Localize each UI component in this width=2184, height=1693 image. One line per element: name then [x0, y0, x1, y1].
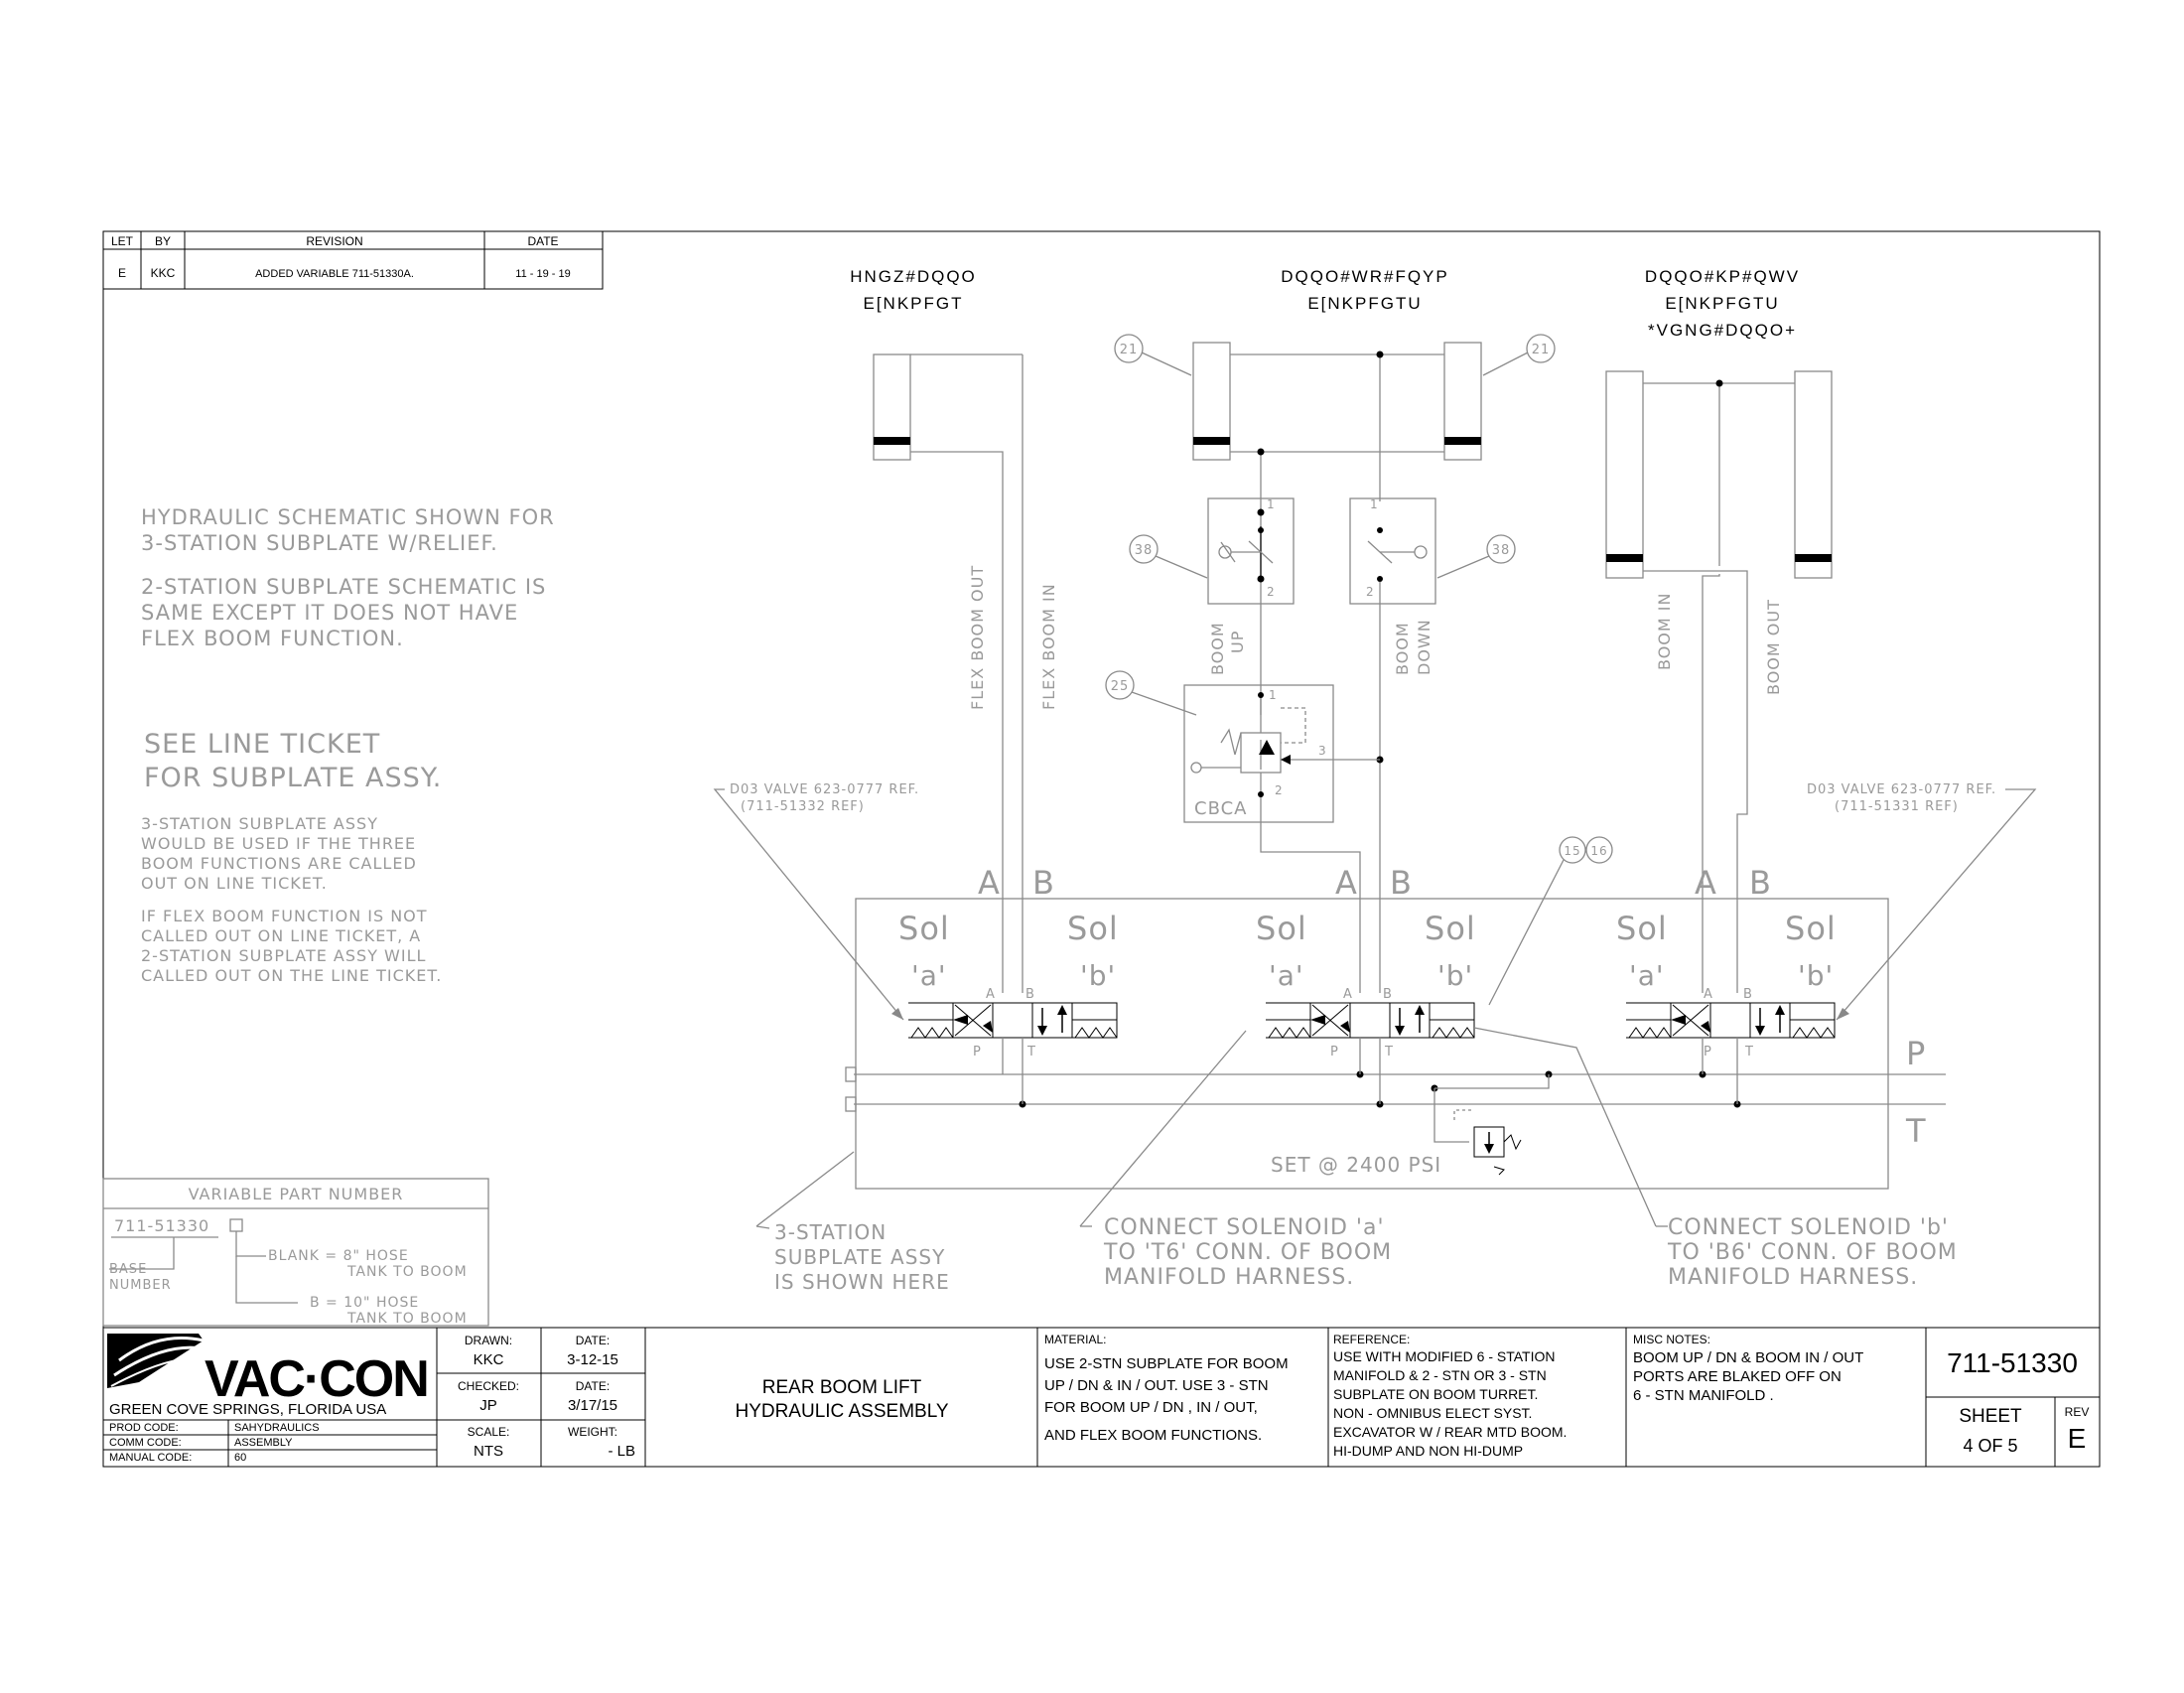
note-line-ticket-2: FOR SUBPLATE ASSY. [144, 763, 443, 793]
checked-value: JP [479, 1397, 497, 1414]
station3-sol-a-letter: 'a' [1629, 959, 1665, 992]
station1-sol-b-letter: 'b' [1080, 959, 1117, 992]
station1-small-a: A [986, 987, 996, 1002]
label-flex-boom-out: FLEX BOOM OUT [968, 564, 987, 710]
inout-header-line-3: *VGNG#DQQO+ [1647, 321, 1798, 340]
drawing-title-1: REAR BOOM LIFT [761, 1377, 922, 1398]
revision-table [103, 231, 603, 289]
rev-header-revision: REVISION [306, 234, 363, 248]
station2-sol-a-letter: 'a' [1269, 959, 1304, 992]
station2-small-b: B [1383, 987, 1393, 1002]
relief-valve [1271, 1074, 1549, 1177]
station1-sol-a: Sol [898, 910, 950, 947]
vpn-blank-1: BLANK = 8" HOSE [268, 1248, 409, 1264]
valve-ref-right-2: (711-51331 REF) [1835, 799, 1959, 814]
callout-three-station-1: 3-STATION [774, 1220, 887, 1244]
line-labels [968, 565, 1783, 710]
note-schematic-2: 3-STATION SUBPLATE W/RELIEF. [141, 531, 498, 555]
station3-small-b: B [1743, 987, 1753, 1002]
flow-left-port-1: 1 [1267, 497, 1276, 511]
misc-line-2: PORTS ARE BLAKED OFF ON [1633, 1368, 1842, 1385]
note-two-station-1: 2-STATION SUBPLATE SCHEMATIC IS [141, 575, 547, 599]
label-boom-up-1: BOOM [1208, 622, 1227, 675]
rev-value: E [2067, 1423, 2087, 1454]
title-block [103, 1328, 2100, 1467]
station1-small-p: P [973, 1045, 982, 1059]
flow-left-port-2: 2 [1267, 585, 1276, 599]
reference-line-5: EXCAVATOR W / REAR MTD BOOM. [1333, 1424, 1568, 1440]
flow-control-left [1208, 497, 1294, 604]
scale-value: NTS [474, 1443, 503, 1460]
flex-header-line-2: E[NKPFGT [863, 294, 964, 313]
drawn-date-value: 3-12-15 [567, 1351, 618, 1368]
company-name: VAC·CON [205, 1350, 428, 1408]
callout-sol-b-1: CONNECT SOLENOID 'b' [1668, 1215, 1949, 1240]
label-boom-out: BOOM OUT [1764, 599, 1783, 695]
vpn-base-1: BASE [109, 1262, 148, 1277]
part-number: 711-51330 [1947, 1347, 2078, 1378]
flow-right-port-2: 2 [1366, 585, 1375, 599]
weight-value: - LB [608, 1443, 635, 1460]
callout-sol-a-3: MANIFOLD HARNESS. [1104, 1265, 1355, 1290]
relief-setting: SET @ 2400 PSI [1271, 1153, 1442, 1177]
counterbalance-valve-cbca [1184, 685, 1380, 822]
note-three-station-4: OUT ON LINE TICKET. [141, 874, 328, 893]
vpn-b-2: TANK TO BOOM [347, 1311, 468, 1327]
drawn-date-label: DATE: [575, 1334, 611, 1347]
reference-line-4: NON - OMNIBUS ELECT SYST. [1333, 1405, 1533, 1421]
station1-port-b: B [1032, 864, 1055, 902]
weight-label: WEIGHT: [568, 1425, 617, 1439]
station2-small-a: A [1343, 987, 1353, 1002]
valve-ref-right-1: D03 VALVE 623-0777 REF. [1807, 782, 1997, 797]
note-line-ticket-1: SEE LINE TICKET [144, 729, 381, 760]
hydraulic-lines [854, 354, 1946, 1104]
callout-sol-b-2: TO 'B6' CONN. OF BOOM [1668, 1240, 1958, 1265]
balloon-15: 15 [1564, 844, 1581, 858]
rev-header-date: DATE [527, 234, 559, 248]
misc-line-1: BOOM UP / DN & BOOM IN / OUT [1633, 1349, 1864, 1366]
note-three-station-1: 3-STATION SUBPLATE ASSY [141, 814, 378, 833]
checked-label: CHECKED: [457, 1379, 520, 1393]
directional-valve-station-2 [1266, 987, 1474, 1104]
material-line-1: USE 2-STN SUBPLATE FOR BOOM [1044, 1355, 1289, 1372]
flow-control-right [1350, 497, 1435, 604]
manual-code-value: 60 [234, 1452, 247, 1464]
pressure-line-label: P [1906, 1035, 1927, 1072]
reference-line-1: USE WITH MODIFIED 6 - STATION [1333, 1348, 1556, 1364]
callout-sol-a-2: TO 'T6' CONN. OF BOOM [1104, 1240, 1393, 1265]
cbca-port-2: 2 [1275, 783, 1284, 797]
station2-small-p: P [1330, 1045, 1339, 1059]
material-line-2: UP / DN & IN / OUT. USE 3 - STN [1044, 1377, 1269, 1394]
flow-right-port-1: 1 [1370, 497, 1379, 511]
rev-cell-let: E [117, 266, 127, 280]
boom-in-out-cylinder-left [1606, 371, 1643, 578]
rev-label: REV [2064, 1405, 2090, 1419]
material-line-4: AND FLEX BOOM FUNCTIONS. [1044, 1427, 1263, 1444]
directional-valve-station-3 [1626, 987, 1835, 1104]
general-notes [141, 505, 555, 985]
station1-small-t: T [1027, 1045, 1036, 1059]
boom-header-line-1: DQQO#WR#FQYP [1281, 267, 1449, 286]
station2-sol-b: Sol [1425, 910, 1476, 947]
cylinder-headers [850, 267, 1800, 340]
balloon-38-left: 38 [1134, 543, 1154, 558]
note-flex-not-4: CALLED OUT ON THE LINE TICKET. [141, 966, 443, 985]
station3-sol-b: Sol [1785, 910, 1837, 947]
vac-con-logo [107, 1334, 428, 1408]
checked-date-value: 3/17/15 [567, 1397, 618, 1414]
station3-sol-b-letter: 'b' [1798, 959, 1835, 992]
station3-small-t: T [1745, 1045, 1754, 1059]
station2-port-b: B [1390, 864, 1413, 902]
callout-sol-b-3: MANIFOLD HARNESS. [1668, 1265, 1919, 1290]
subplate-outline [856, 899, 1888, 1189]
note-two-station-3: FLEX BOOM FUNCTION. [141, 627, 404, 650]
balloon-38-right: 38 [1491, 543, 1511, 558]
reference-line-2: MANIFOLD & 2 - STN OR 3 - STN [1333, 1367, 1547, 1383]
manual-code-label: MANUAL CODE: [109, 1452, 193, 1464]
station3-port-a: A [1695, 864, 1717, 902]
station1-port-a: A [978, 864, 1001, 902]
inout-header-line-2: E[NKPFGTU [1665, 294, 1780, 313]
drawn-value: KKC [473, 1351, 504, 1368]
boom-up-down-cylinder-right [1444, 343, 1481, 460]
station2-small-t: T [1385, 1045, 1394, 1059]
note-two-station-2: SAME EXCEPT IT DOES NOT HAVE [141, 601, 519, 625]
directional-valve-station-1 [908, 987, 1117, 1104]
sheet-label: SHEET [1959, 1406, 2022, 1427]
drawing-title-2: HYDRAULIC ASSEMBLY [735, 1401, 949, 1422]
station3-small-a: A [1704, 987, 1713, 1002]
label-boom-up-2: UP [1228, 630, 1247, 653]
cbca-label: CBCA [1194, 798, 1248, 819]
checked-date-label: DATE: [575, 1379, 611, 1393]
balloon-21-right: 21 [1531, 343, 1551, 357]
material-line-3: FOR BOOM UP / DN , IN / OUT, [1044, 1399, 1258, 1416]
company-location: GREEN COVE SPRINGS, FLORIDA USA [109, 1401, 387, 1418]
station1-sol-a-letter: 'a' [911, 959, 947, 992]
flex-boom-cylinder [874, 354, 1023, 460]
reference-line-6: HI-DUMP AND NON HI-DUMP [1333, 1443, 1524, 1459]
item-balloons [1106, 335, 1612, 1005]
station2-sol-a: Sol [1256, 910, 1307, 947]
balloon-16: 16 [1590, 844, 1608, 858]
cbca-port-1: 1 [1269, 688, 1278, 702]
station3-sol-a: Sol [1616, 910, 1668, 947]
callout-sol-a-1: CONNECT SOLENOID 'a' [1104, 1215, 1385, 1240]
label-boom-in: BOOM IN [1655, 592, 1674, 670]
vpn-b-1: B = 10" HOSE [310, 1295, 420, 1311]
vpn-number: 711-51330 [114, 1216, 210, 1235]
station3-port-b: B [1749, 864, 1772, 902]
prod-code-label: PROD CODE: [109, 1422, 179, 1434]
boom-in-out-cylinder-right [1795, 371, 1832, 578]
reference-line-3: SUBPLATE ON BOOM TURRET. [1333, 1386, 1539, 1402]
station1-small-b: B [1025, 987, 1035, 1002]
tank-line-label: T [1906, 1112, 1927, 1150]
note-flex-not-1: IF FLEX BOOM FUNCTION IS NOT [141, 907, 428, 925]
drawn-label: DRAWN: [464, 1334, 513, 1347]
rev-cell-revision: ADDED VARIABLE 711-51330A. [255, 268, 414, 280]
station1-sol-b: Sol [1067, 910, 1119, 947]
valve-ref-left-1: D03 VALVE 623-0777 REF. [730, 782, 920, 797]
reference-label: REFERENCE: [1333, 1333, 1411, 1346]
station2-port-a: A [1335, 864, 1358, 902]
misc-notes-label: MISC NOTES: [1633, 1333, 1711, 1346]
cbca-port-3: 3 [1318, 744, 1327, 758]
rev-cell-by: KKC [150, 266, 176, 280]
subplate-assembly [846, 864, 1927, 1189]
vpn-blank-2: TANK TO BOOM [347, 1264, 468, 1280]
callout-three-station-2: SUBPLATE ASSY [774, 1245, 946, 1269]
comm-code-label: COMM CODE: [109, 1437, 182, 1449]
balloon-21-left: 21 [1119, 343, 1139, 357]
inout-header-line-1: DQQO#KP#QWV [1644, 267, 1801, 286]
note-flex-not-2: CALLED OUT ON LINE TICKET, A [141, 926, 422, 945]
note-three-station-2: WOULD BE USED IF THE THREE [141, 834, 417, 853]
balloon-25: 25 [1110, 679, 1130, 694]
vpn-title: VARIABLE PART NUMBER [188, 1185, 404, 1203]
boom-up-down-cylinder-left [1193, 343, 1230, 460]
rev-header-by: BY [154, 234, 172, 248]
sheet-value: 4 OF 5 [1963, 1436, 2018, 1456]
callout-three-station-3: IS SHOWN HERE [774, 1270, 950, 1294]
variable-part-number [103, 1179, 488, 1327]
station2-sol-b-letter: 'b' [1437, 959, 1474, 992]
label-boom-down-2: DOWN [1415, 619, 1433, 675]
vpn-base-2: NUMBER [109, 1278, 172, 1293]
valve-ref-left-2: (711-51332 REF) [741, 799, 865, 814]
scale-label: SCALE: [467, 1425, 510, 1439]
label-flex-boom-in: FLEX BOOM IN [1039, 583, 1058, 710]
station3-small-p: P [1704, 1045, 1712, 1059]
note-flex-not-3: 2-STATION SUBPLATE ASSY WILL [141, 946, 427, 965]
comm-code-value: ASSEMBLY [234, 1437, 293, 1449]
note-schematic-1: HYDRAULIC SCHEMATIC SHOWN FOR [141, 505, 555, 529]
material-label: MATERIAL: [1044, 1333, 1107, 1346]
rev-header-let: LET [110, 234, 134, 248]
label-boom-down-1: BOOM [1393, 622, 1412, 675]
prod-code-value: SAHYDRAULICS [234, 1422, 320, 1434]
rev-cell-date: 11 - 19 - 19 [515, 268, 571, 280]
flex-header-line-1: HNGZ#DQQO [850, 267, 977, 286]
boom-header-line-2: E[NKPFGTU [1307, 294, 1423, 313]
note-three-station-3: BOOM FUNCTIONS ARE CALLED [141, 854, 417, 873]
misc-line-3: 6 - STN MANIFOLD . [1633, 1387, 1774, 1404]
